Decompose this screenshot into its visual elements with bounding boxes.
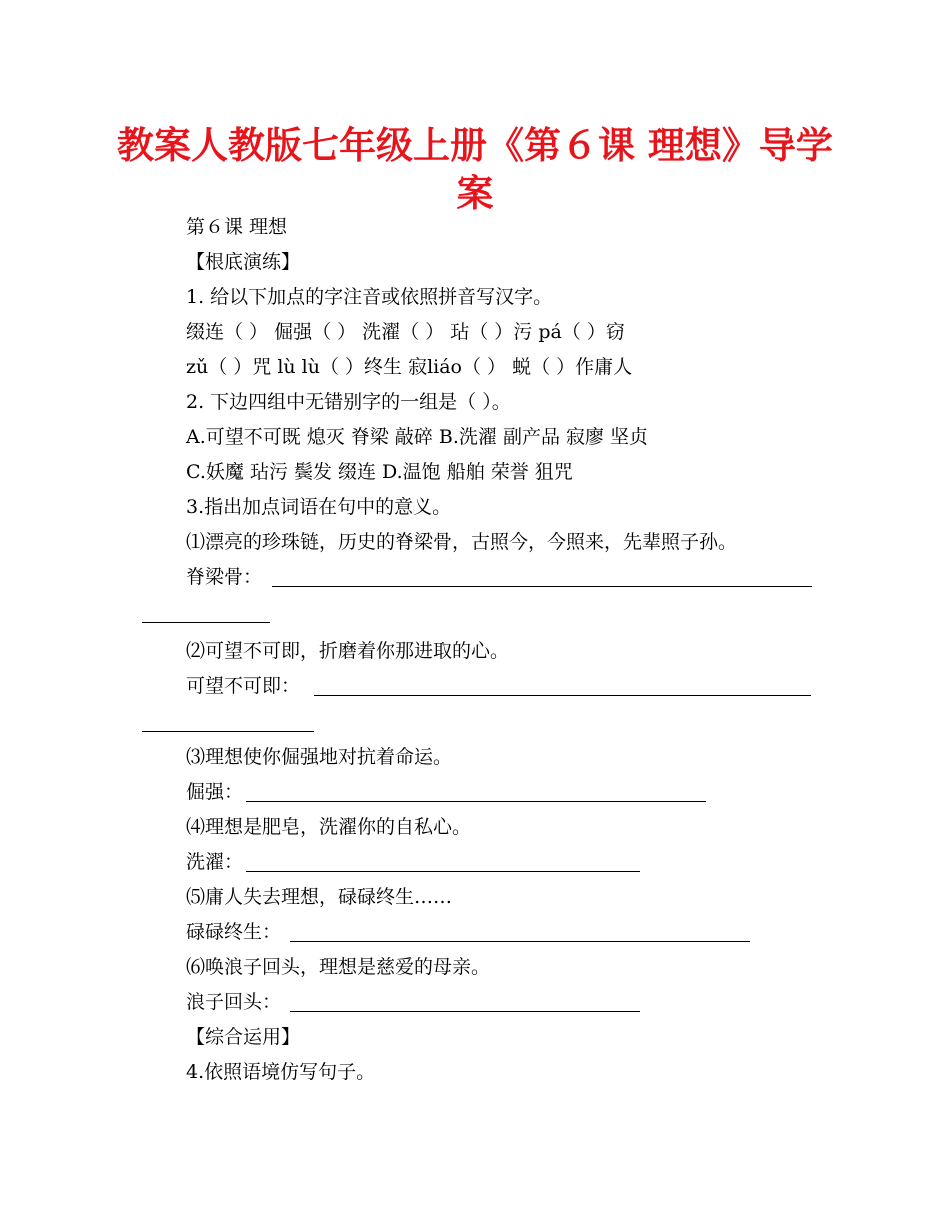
- answer-blank-5[interactable]: [290, 941, 750, 942]
- question-3-item-1: ⑴漂亮的珍珠链，历史的脊梁骨，古照今，今照来，先辈照子孙。: [186, 531, 738, 553]
- question-2: 2. 下边四组中无错别字的一组是（ ）。: [186, 391, 511, 413]
- question-2-options-ab: A.可望不可既 熄灭 脊梁 敲碎 B.洗濯 副产品 寂廖 坚贞: [186, 426, 649, 448]
- question-3-item-2: ⑵可望不可即，折磨着你那进取的心。: [186, 640, 510, 662]
- question-3-item-6: ⑹唤浪子回头，理想是慈爱的母亲。: [186, 956, 491, 978]
- answer-label-3: 倔强：: [186, 781, 244, 803]
- answer-blank-3[interactable]: [246, 801, 706, 802]
- lesson-heading: 第６课 理想: [186, 216, 288, 238]
- question-3-item-5: ⑸庸人失去理想，碌碌终生……: [186, 886, 453, 908]
- question-3: 3.指出加点词语在句中的意义。: [186, 496, 452, 518]
- answer-blank-2-cont[interactable]: [142, 731, 314, 732]
- question-1: 1. 给以下加点的字注音或依照拼音写汉字。: [186, 286, 553, 308]
- answer-blank-6[interactable]: [290, 1011, 640, 1012]
- answer-label-5: 碌碌终生：: [186, 921, 282, 943]
- question-2-options-cd: C.妖魔 玷污 鬓发 缀连 D.温饱 船舶 荣誉 狙咒: [186, 461, 573, 483]
- question-3-item-4: ⑷理想是肥皂，洗濯你的自私心。: [186, 816, 472, 838]
- section-heading-applied: 【综合运用】: [186, 1026, 301, 1048]
- answer-label-6: 浪子回头：: [186, 991, 282, 1013]
- section-heading-basic: 【根底演练】: [186, 251, 301, 273]
- question-3-item-3: ⑶理想使你倔强地对抗着命运。: [186, 746, 453, 768]
- answer-label-2: 可望不可即：: [186, 675, 301, 697]
- answer-label-1: 脊梁骨：: [186, 566, 263, 588]
- question-4: 4.依照语境仿写句子。: [186, 1061, 376, 1083]
- answer-blank-1[interactable]: [272, 586, 812, 587]
- question-1-line-1: 缀连（ ） 倔强（ ） 洗濯（ ） 玷（ ）污 pá（ ）窃: [186, 321, 625, 343]
- answer-blank-4[interactable]: [246, 871, 640, 872]
- document-title: 教案人教版七年级上册《第６课 理想》导学案: [117, 124, 833, 215]
- answer-blank-2[interactable]: [314, 695, 811, 696]
- answer-label-4: 洗濯：: [186, 851, 244, 873]
- question-1-line-2: zǔ（ ）咒 lù lù（ ）终生 寂liáo（ ） 蜕（ ）作庸人: [186, 356, 633, 378]
- answer-blank-1-cont[interactable]: [142, 622, 270, 623]
